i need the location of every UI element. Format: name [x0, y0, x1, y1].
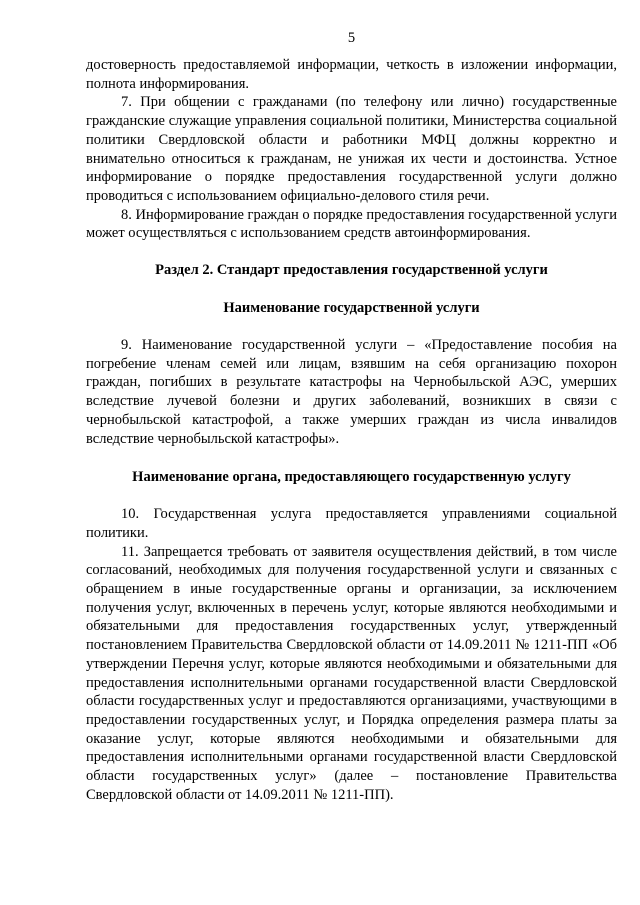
subheading-service-name: Наименование государственной услуги [223, 300, 480, 317]
paragraph-7: 7. При общении с гражданами (по телефону или лично) государственные гражданские служащие управления социальной политики, Министерства социальной политики Свердловской области и работники МФЦ должны корректно и внимательно относиться к гражданам, не унижая их чести и достоинства. Устное информирование о порядке предоставления государственной услуги должно проводиться с использованием официально-делового стиля речи. [86, 94, 617, 204]
paragraph-11: 11. Запрещается требовать от заявителя осуществления действий, в том числе согласований, необходимых для получения государственной услуги и связанных с обращением в иные государственные органы и организации, за исключением получения услуг, включенных в перечень услуг, которые являются необходимыми и обязательными для предоставления государственных услуг, утвержденный постановлением Правительства Свердловской области от 14.09.2011 № 1211-ПП «Об утверждении Перечня услуг, которые являются необходимыми и обязательными для предоставления исполнительными органами государственной власти Свердловской области государственных услуг и предоставляются организациями, участвующими в предоставлении государственных услуг, и Порядка определения размера платы за оказание услуг, которые являются необходимыми и обязательными для предоставления исполнительными органами государственной власти Свердловской области государственных услуг» (далее – постановление Правительства Свердловской области от 14.09.2011 № 1211-ПП). [86, 543, 617, 803]
section-heading: Раздел 2. Стандарт предоставления государственной услуги [155, 262, 548, 279]
document-page [86, 28, 617, 805]
paragraph-10: 10. Государственная услуга предоставляется управлениями социальной политики. [86, 506, 617, 541]
paragraph-9: 9. Наименование государственной услуги – «Предоставление пособия на погребение членам семей или лицам, взявшим на себя организацию похорон граждан, погибших в результате катастрофы на Чернобыльской АЭС, умерших вследствие лучевой болезни и других заболеваний, возникших в связи с чернобыльской катастрофой, а также умерших граждан из числа инвалидов вследствие чернобыльской катастрофы». [86, 337, 617, 447]
page-number: 5 [347, 30, 356, 46]
subheading-authority-name: Наименование органа, предоставляющего государственную услугу [132, 469, 571, 486]
paragraph-8: 8. Информирование граждан о порядке предоставления государственной услуги может осуществляться с использованием средств автоинформирования. [86, 206, 617, 242]
paragraph-continuation: достоверность предоставляемой информации, четкость в изложении информации, полнота информирования. [86, 57, 617, 92]
